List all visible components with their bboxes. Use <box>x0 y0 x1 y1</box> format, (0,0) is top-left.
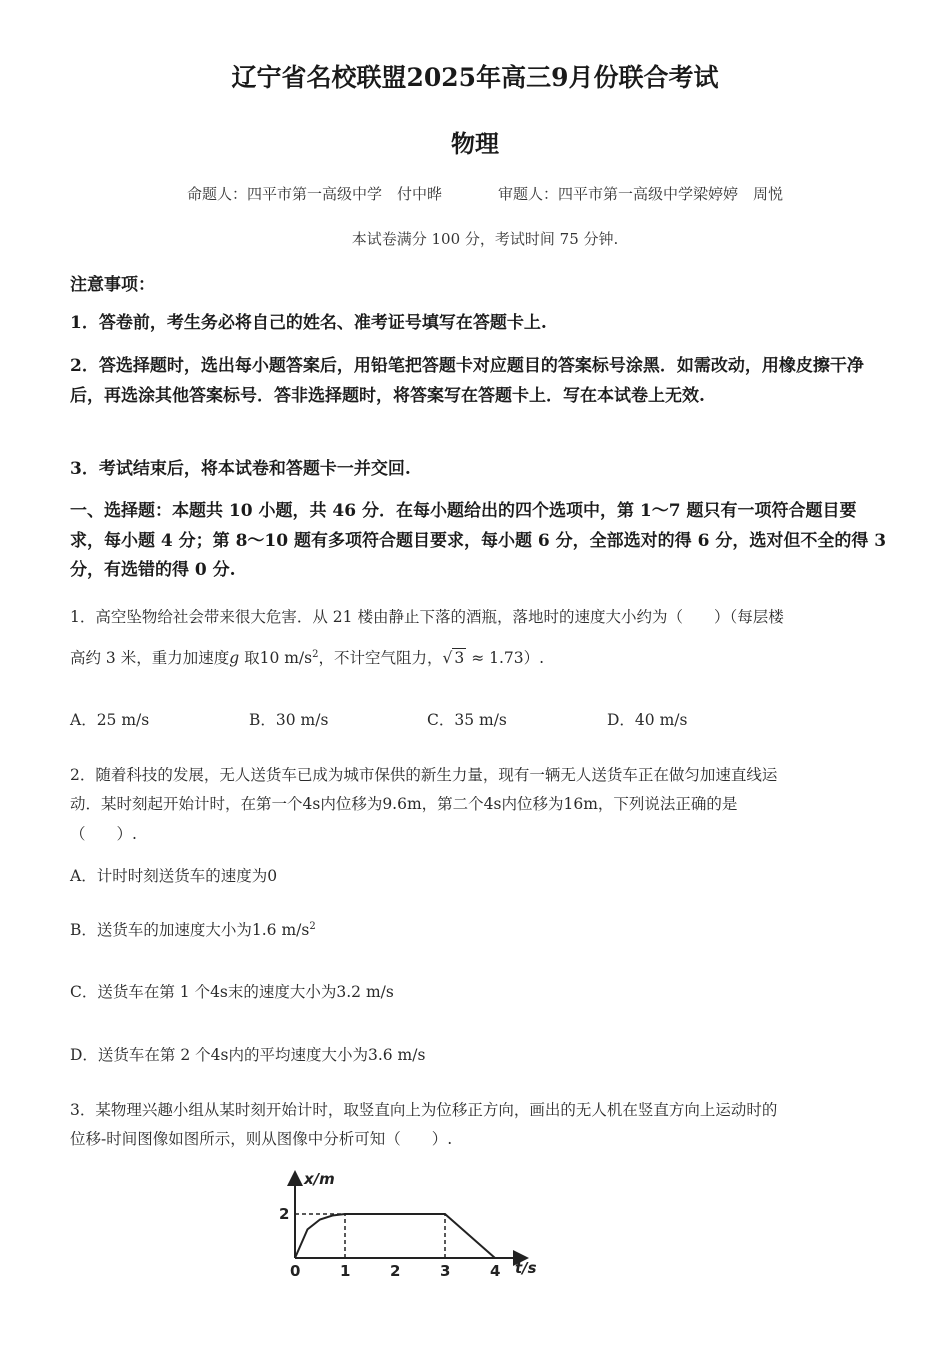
x-tick-label-2: 2 <box>390 1262 401 1280</box>
q1-text-a: 高约 3 米，重力加速度 <box>70 649 230 667</box>
q1-line-1: 1．高空坠物给社会带来很大危害．从 21 楼由静止下落的酒瓶，落地时的速度大小约为（ ）（每层楼 <box>70 608 784 626</box>
notice-item-1: 1．答卷前，考生务必将自己的姓名、准考证号填写在答题卡上. <box>70 313 547 333</box>
q2-line-3: （ ）. <box>70 825 137 843</box>
q2-option-a: A．计时时刻送货车的速度为0 <box>70 867 278 885</box>
author-line <box>0 183 950 204</box>
x-tick-label-0: 0 <box>290 1262 301 1280</box>
notice-item-3: 3．考试结束后，将本试卷和答题卡一并交回. <box>70 459 411 479</box>
q2-option-c: C．送货车在第 1 个4s末的速度大小为3.2 m/s <box>70 983 394 1001</box>
q1-text-c: ，不计空气阻力， <box>318 649 443 667</box>
q1-line-2: 高约 3 米，重力加速度g 取10 $m/s^2$，不计空气阻力，√ 3 ≈ 1.73）. <box>70 648 545 667</box>
q3-line-1: 3．某物理兴趣小组从某时刻开始计时，取竖直向上为位移正方向，画出的无人机在竖直方向上运动时的 <box>70 1101 778 1119</box>
section-1-heading: 一、选择题：本题共 10 小题，共 46 分．在每小题给出的四个选项中，第 1～7 题只有一项符合题目要求，每小题 4 分；第 8～10 题有多项符合题目要求，每小题 6 分，全部选对的得 6 分，选对但不全的得 3 分，有选错的得 0 分. <box>70 501 887 580</box>
q1-text-b: 取10 m/s <box>239 649 313 667</box>
proposer: 命题人：四平市第一高级中学 付中晔 <box>186 185 442 203</box>
q1-sup: 2 <box>312 648 319 660</box>
q1-g-symbol: g <box>229 649 240 667</box>
xt-graph <box>270 1168 560 1288</box>
exam-title: 辽宁省名校联盟2025年高三9月份联合考试 <box>231 63 719 92</box>
x-tick-label-3: 3 <box>440 1262 451 1280</box>
q2-option-b-sup: 2 <box>309 920 316 932</box>
q1-option-a: A．25 m/s <box>70 711 150 729</box>
x-tick-label-4: 4 <box>490 1262 501 1280</box>
y-axis-label: x/m <box>304 1170 335 1188</box>
x-t-curve <box>295 1214 495 1258</box>
q2-line-1: 2．随着科技的发展，无人送货车已成为城市保供的新生力量，现有一辆无人送货车正在做匀加速直线运 <box>70 766 778 784</box>
reviewer: 审题人：四平市第一高级中学梁婷婷 周悦 <box>498 185 784 203</box>
q1-option-b: B．30 m/s <box>249 711 329 729</box>
q1-option-c: C．35 m/s <box>427 711 507 729</box>
q1-sqrt-3: 3 <box>454 649 465 667</box>
x-axis-label: t/s <box>515 1259 537 1277</box>
q2-option-d: D．送货车在第 2 个4s内的平均速度大小为3.6 m/s <box>70 1046 426 1064</box>
q2-line-2: 动．某时刻起开始计时，在第一个4s内位移为9.6m，第二个4s内位移为16m，下列说法正确的是 <box>70 795 738 813</box>
score-and-time: 本试卷满分 100 分，考试时间 75 分钟. <box>351 230 619 248</box>
subject-title: 物理 <box>451 129 499 158</box>
q3-line-2: 位移-时间图像如图所示，则从图像中分析可知（ ）. <box>70 1130 453 1148</box>
y-tick-label-2: 2 <box>279 1205 290 1223</box>
q2-option-b-text: B．送货车的加速度大小为1.6 m/s <box>70 921 310 939</box>
q2-option-b <box>70 918 316 940</box>
q1-option-d: D．40 m/s <box>607 711 688 729</box>
x-tick-label-1: 1 <box>340 1262 351 1280</box>
q1-text-d: ≈ 1.73）. <box>466 649 545 667</box>
notice-item-2: 2．答选择题时，选出每小题答案后，用铅笔把答题卡对应题目的答案标号涂黑．如需改动，用橡皮擦干净后，再选涂其他答案标号．答非选择题时，将答案写在答题卡上．写在本试卷上无效. <box>70 356 864 406</box>
notice-heading: 注意事项： <box>70 275 155 295</box>
